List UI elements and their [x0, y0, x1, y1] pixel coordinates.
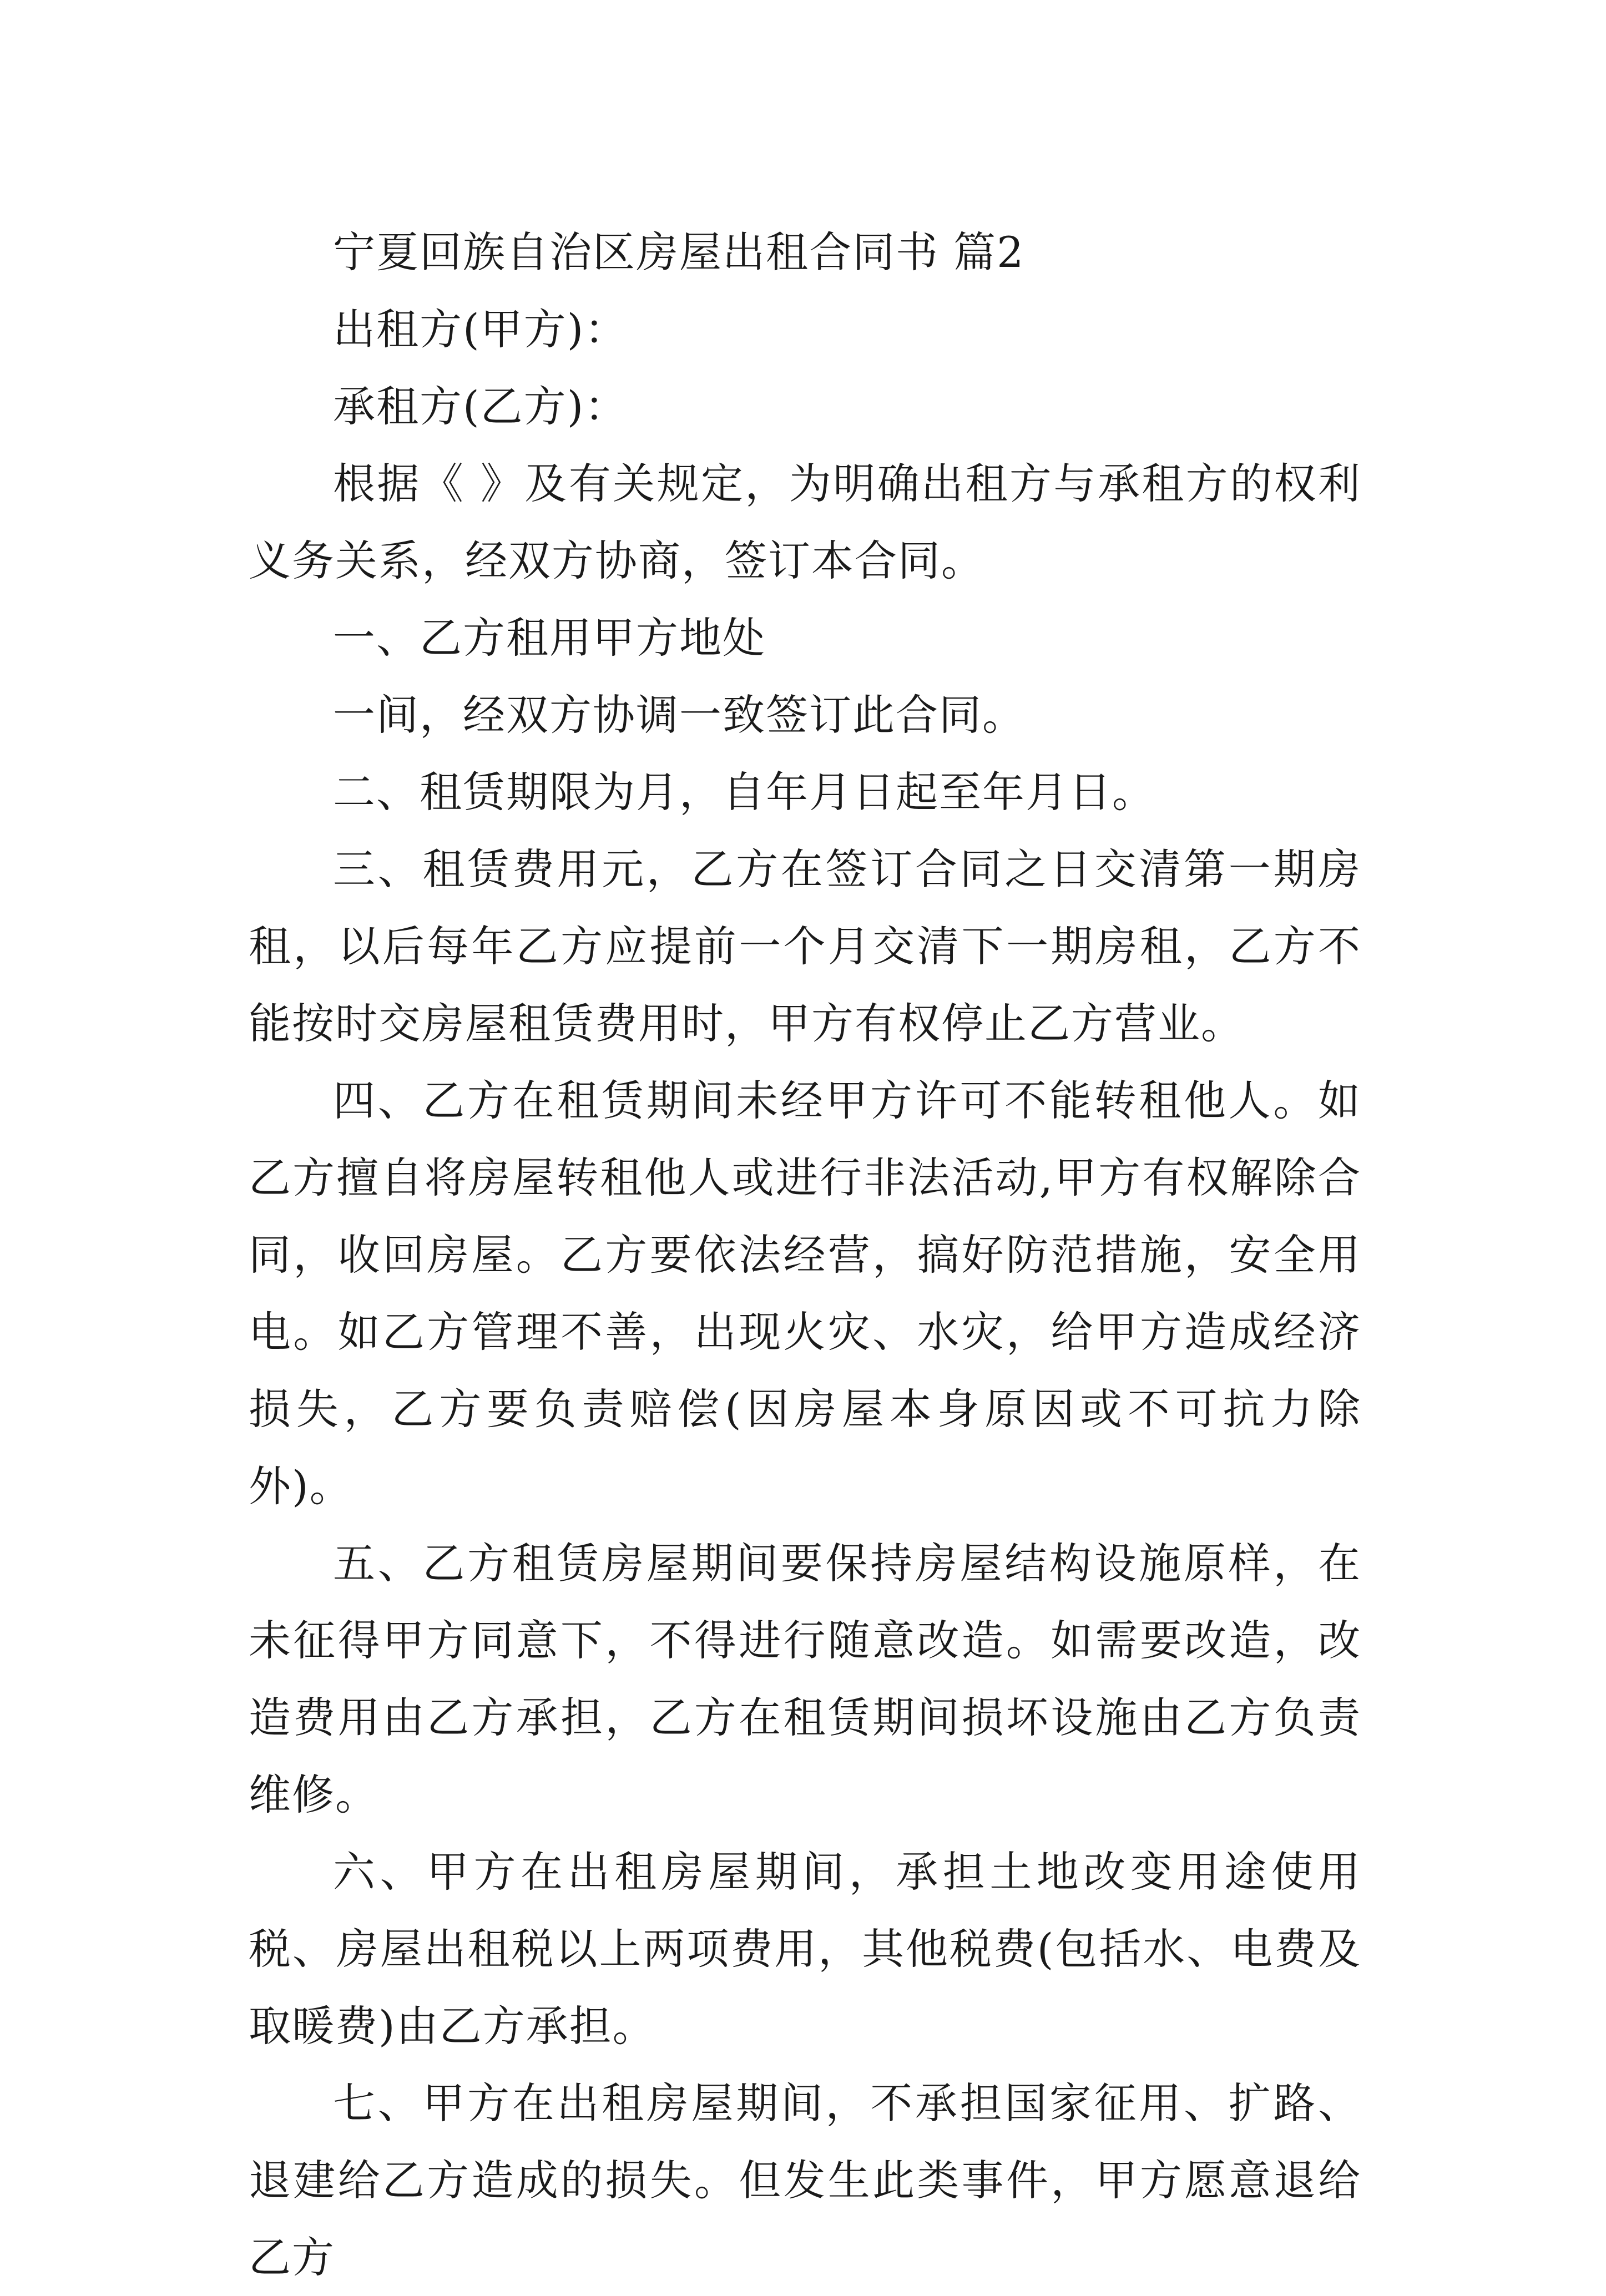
document-body: [249, 214, 1361, 2296]
paragraph-clause-5: 五、乙方租赁房屋期间要保持房屋结构设施原样，在未征得甲方同意下，不得进行随意改造。如需要改造，改造费用由乙方承担，乙方在租赁期间损坏设施由乙方负责维修。: [249, 1539, 1361, 1819]
document-title: 宁夏回族自治区房屋出租合同书 篇2: [333, 227, 1025, 277]
paragraph-clause-2: 二、租赁期限为月，自年月日起至年月日。: [333, 767, 1155, 817]
paragraph-clause-7: 七、甲方在出租房屋期间，不承担国家征用、扩路、退建给乙方造成的损失。但发生此类事件，甲方愿意退给乙方: [249, 2078, 1361, 2282]
paragraph-clause-1-cont: 一间，经双方协调一致签订此合同。: [333, 690, 1026, 740]
paragraph-clause-3: 三、租赁费用元，乙方在签订合同之日交清第一期房租，以后每年乙方应提前一个月交清下一期房租，乙方不能按时交房屋租赁费用时，甲方有权停止乙方营业。: [249, 844, 1361, 1048]
lessor-line: 出租方(甲方)：: [333, 305, 628, 354]
paragraph-clause-6: 六、甲方在出租房屋期间，承担土地改变用途使用税、房屋出租税以上两项费用，其他税费(包括水、电费及取暖费)由乙方承担。: [249, 1847, 1361, 2051]
paragraph-clause-1: 一、乙方租用甲方地处: [333, 613, 766, 662]
paragraph-clause-4: 四、乙方在租赁期间未经甲方许可不能转租他人。如乙方擅自将房屋转租他人或进行非法活动,甲方有权解除合同，收回房屋。乙方要依法经营，搞好防范措施，安全用电。如乙方管理不善，出现火灾、水灾，给甲方造成经济损失，乙方要负责赔偿(因房屋本身原因或不可抗力除外)。: [249, 1076, 1361, 1511]
paragraph-preamble: 根据《 》及有关规定，为明确出租方与承租方的权利义务关系，经双方协商，签订本合同。: [249, 459, 1361, 585]
lessee-line: 承租方(乙方)：: [333, 382, 628, 431]
